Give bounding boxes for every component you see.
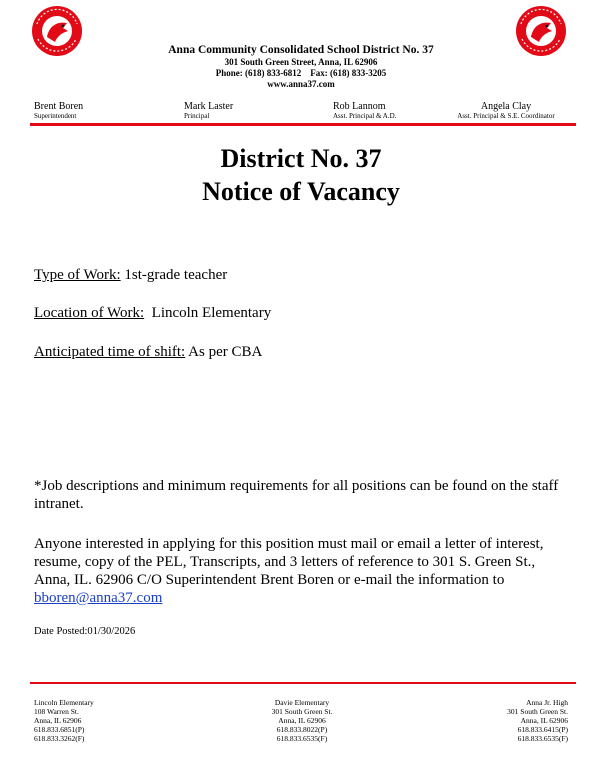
footer-fax: 618.833.6535(F) bbox=[517, 734, 568, 743]
staff-name: Mark Laster bbox=[184, 101, 234, 112]
staff-title: Principal bbox=[184, 112, 210, 120]
district-phone: Phone: (618) 833-6812 bbox=[215, 68, 302, 78]
shift-field bbox=[34, 343, 262, 361]
header-divider bbox=[30, 123, 576, 126]
footer-school-name: Anna Jr. High bbox=[526, 698, 568, 707]
staff-member bbox=[184, 101, 233, 121]
staff-name: Angela Clay bbox=[480, 101, 532, 112]
footer-fax: 618.833.3262(F) bbox=[34, 734, 85, 743]
letterhead bbox=[0, 44, 602, 90]
title-line-1: District No. 37 bbox=[220, 144, 382, 173]
footer-school-davie bbox=[262, 698, 342, 743]
footer-street: 108 Warren St. bbox=[34, 707, 79, 716]
district-name: Anna Community Consolidated School District No. 37 bbox=[168, 44, 434, 56]
staff-title: Asst. Principal & S.E. Coordinator bbox=[457, 112, 555, 120]
footer-phone: 618.833.6851(P) bbox=[34, 725, 85, 734]
application-instructions bbox=[34, 535, 574, 607]
district-phone-fax bbox=[0, 68, 602, 79]
staff-title: Asst. Principal & A.D. bbox=[333, 112, 397, 120]
staff-row bbox=[0, 101, 602, 123]
staff-member bbox=[34, 101, 83, 121]
location-of-work-field bbox=[34, 304, 271, 322]
staff-name: Brent Boren bbox=[34, 101, 84, 112]
shift-value: As per CBA bbox=[188, 344, 263, 360]
date-posted: Date Posted:01/30/2026 bbox=[34, 626, 136, 637]
job-descriptions-note: *Job descriptions and minimum requirements for all positions can be found on the staff intranet. bbox=[34, 478, 559, 512]
footer-school-name: Lincoln Elementary bbox=[34, 698, 94, 707]
staff-member bbox=[448, 101, 564, 121]
footer-school-jr-high bbox=[476, 698, 568, 743]
district-address: 301 South Green Street, Anna, IL 62906 bbox=[224, 57, 378, 67]
footer-street: 301 South Green St. bbox=[507, 707, 568, 716]
footer-phone: 618.833.6415(P) bbox=[517, 725, 568, 734]
application-text: Anyone interested in applying for this position must mail or email a letter of interest, resume, copy of the PEL, Transcripts, and 3 letters of reference to 301 S. Green St., Anna, IL. 62906 C/O Superintendent Brent Boren or e-mail the information to bbox=[34, 536, 544, 588]
staff-name: Rob Lannom bbox=[333, 101, 386, 112]
notice-title bbox=[0, 142, 602, 208]
footer-school-name: Davie Elementary bbox=[274, 698, 330, 707]
footer-city: Anna, IL 62906 bbox=[520, 716, 568, 725]
district-website: www.anna37.com bbox=[267, 79, 335, 89]
footer-fax: 618.833.6535(F) bbox=[276, 734, 328, 743]
footer-street: 301 South Green St. bbox=[271, 707, 333, 716]
title-line-2: Notice of Vacancy bbox=[202, 177, 400, 206]
shift-label: Anticipated time of shift: bbox=[34, 344, 186, 360]
footer-city: Anna, IL 62906 bbox=[278, 716, 326, 725]
type-of-work-label: Type of Work: bbox=[34, 267, 121, 283]
staff-title: Superintendent bbox=[34, 112, 77, 120]
footer-school-lincoln bbox=[34, 698, 94, 743]
location-of-work-value: Lincoln Elementary bbox=[151, 305, 272, 321]
footer-phone: 618.833.8022(P) bbox=[276, 725, 328, 734]
district-fax: Fax: (618) 833-3205 bbox=[310, 68, 387, 78]
email-link[interactable]: bboren@anna37.com bbox=[34, 590, 163, 606]
location-of-work-label: Location of Work: bbox=[34, 305, 145, 321]
type-of-work-value: 1st-grade teacher bbox=[124, 267, 228, 283]
staff-member bbox=[333, 101, 396, 121]
footer-divider bbox=[30, 682, 576, 684]
footer-city: Anna, IL 62906 bbox=[34, 716, 82, 725]
type-of-work-field bbox=[34, 266, 227, 284]
